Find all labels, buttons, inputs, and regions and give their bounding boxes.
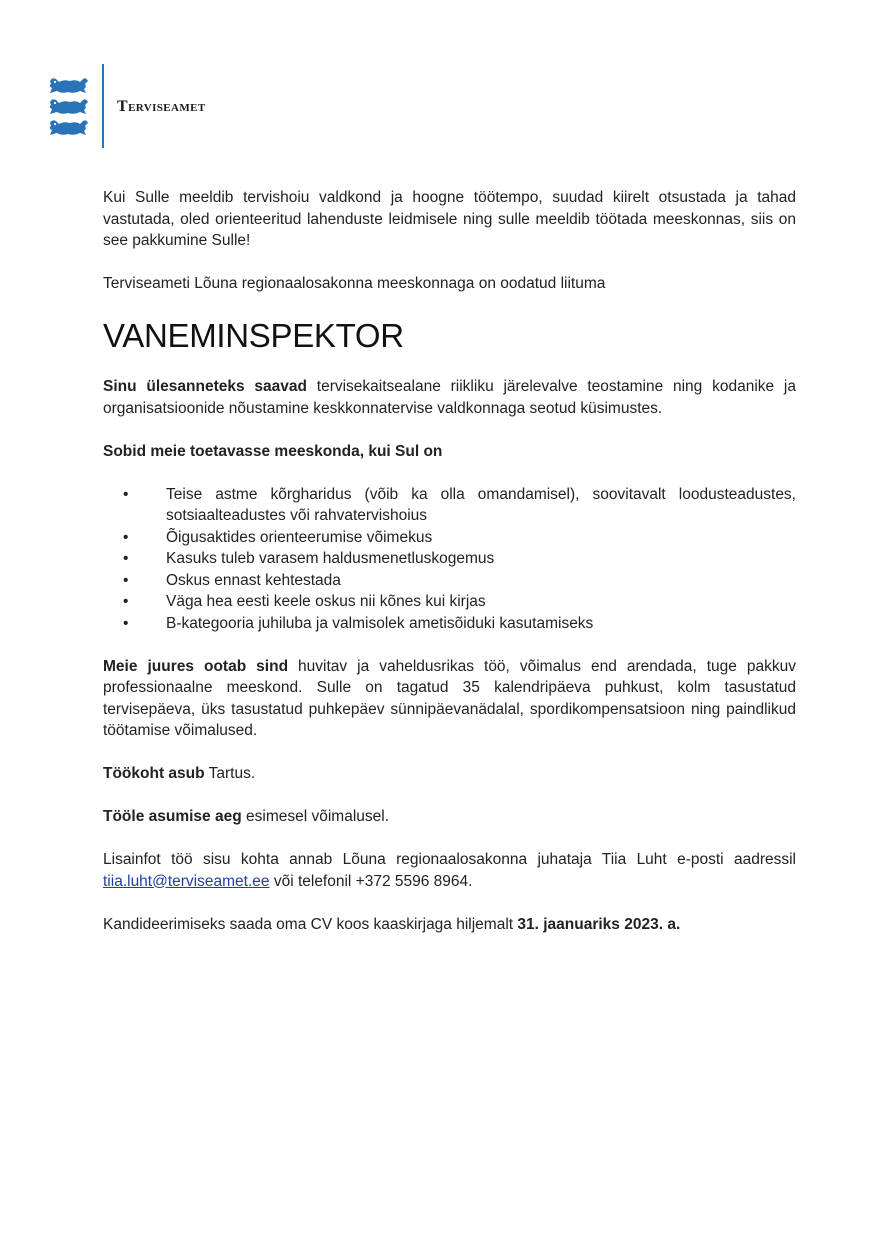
duties-text: tervisekaitsealane riikliku järelevalve teostamine ning kodanike ja organisatsioonide nõustamine keskkonnatervise valdkonnaga seotud küsimustes. <box>103 378 796 417</box>
contact-paragraph <box>103 849 796 892</box>
start-paragraph <box>103 806 796 828</box>
org-name: Terviseamet <box>117 98 206 115</box>
list-item: • B-kategooria juhiluba ja valmisolek ametisõiduki kasutamiseks <box>103 613 796 635</box>
list-item: • Kasuks tuleb varasem haldusmenetluskogemus <box>103 548 796 570</box>
bullet-icon: • <box>123 485 129 503</box>
bullet-icon: • <box>123 571 129 589</box>
requirements-list <box>103 484 796 635</box>
list-item: • Oskus ennast kehtestada <box>103 570 796 592</box>
invite-line: Terviseameti Lõuna regionaalosakonna meeskonnaga on oodatud liituma <box>103 275 606 292</box>
bullet-icon: • <box>123 593 129 610</box>
intro-paragraph: Kui Sulle meeldib tervishoiu valdkond ja hoogne töötempo, suudad kiirelt otsustada ja tahad vastutada, oled orienteeritud lahenduste leidmisele ning sulle meeldib töötada meeskonnas, siis on see pakkumine Sulle! <box>103 189 796 249</box>
apply-text: Kandideerimiseks saada oma CV koos kaaskirjaga hiljemalt <box>103 915 518 933</box>
bullet-icon: • <box>123 528 129 546</box>
start-text: esimesel võimalusel. <box>241 808 390 825</box>
start-label: Tööle asumise aeg <box>103 808 242 825</box>
apply-paragraph <box>103 914 796 936</box>
list-item: • Õigusaktides orienteerumise võimekus <box>103 527 796 549</box>
location-paragraph <box>103 763 796 785</box>
header-divider <box>102 64 104 148</box>
contact-email-link[interactable]: tiia.luht@terviseamet.ee <box>103 872 270 890</box>
contact-text: Lisainfot töö sisu kohta annab Lõuna regionaalosakonna juhataja Tiia Luht e-posti aadressil <box>103 851 796 868</box>
coat-of-arms-icon <box>46 76 90 138</box>
duties-label: Sinu ülesanneteks saavad <box>103 378 307 395</box>
job-ad-body <box>103 187 796 957</box>
offer-paragraph <box>103 656 796 742</box>
location-label: Töökoht asub <box>103 765 205 782</box>
location-text: Tartus. <box>204 765 256 782</box>
bullet-icon: • <box>123 614 129 632</box>
list-item: • Teise astme kõrgharidus (võib ka olla omandamisel), soovitavalt loodusteadustes, sotsiaalteadustes või rahvatervishoius <box>123 485 796 524</box>
offer-label: Meie juures ootab sind <box>103 657 289 675</box>
duties-paragraph <box>103 376 796 419</box>
job-title: VANEMINSPEKTOR <box>103 317 404 354</box>
requirements-heading: Sobid meie toetavasse meeskonda, kui Sul on <box>103 442 443 460</box>
list-item: • Väga hea eesti keele oskus nii kõnes kui kirjas <box>103 591 796 613</box>
bullet-icon: • <box>123 550 129 567</box>
apply-deadline: 31. jaanuariks 2023. a. <box>517 915 681 933</box>
contact-phone-text: või telefonil +372 5596 8964. <box>269 872 473 890</box>
offer-text: huvitav ja vaheldusrikas töö, võimalus end arendada, tuge pakkuv professionaalne meeskond. Sulle on tagatud 35 kalendripäeva puhkust, kolm tasustatud tervisepäeva, üks tasustatud puhkepäev sünnipäevanädalal, spordikompensatsioon ning paindlikud töötamise võimalused. <box>103 657 796 739</box>
